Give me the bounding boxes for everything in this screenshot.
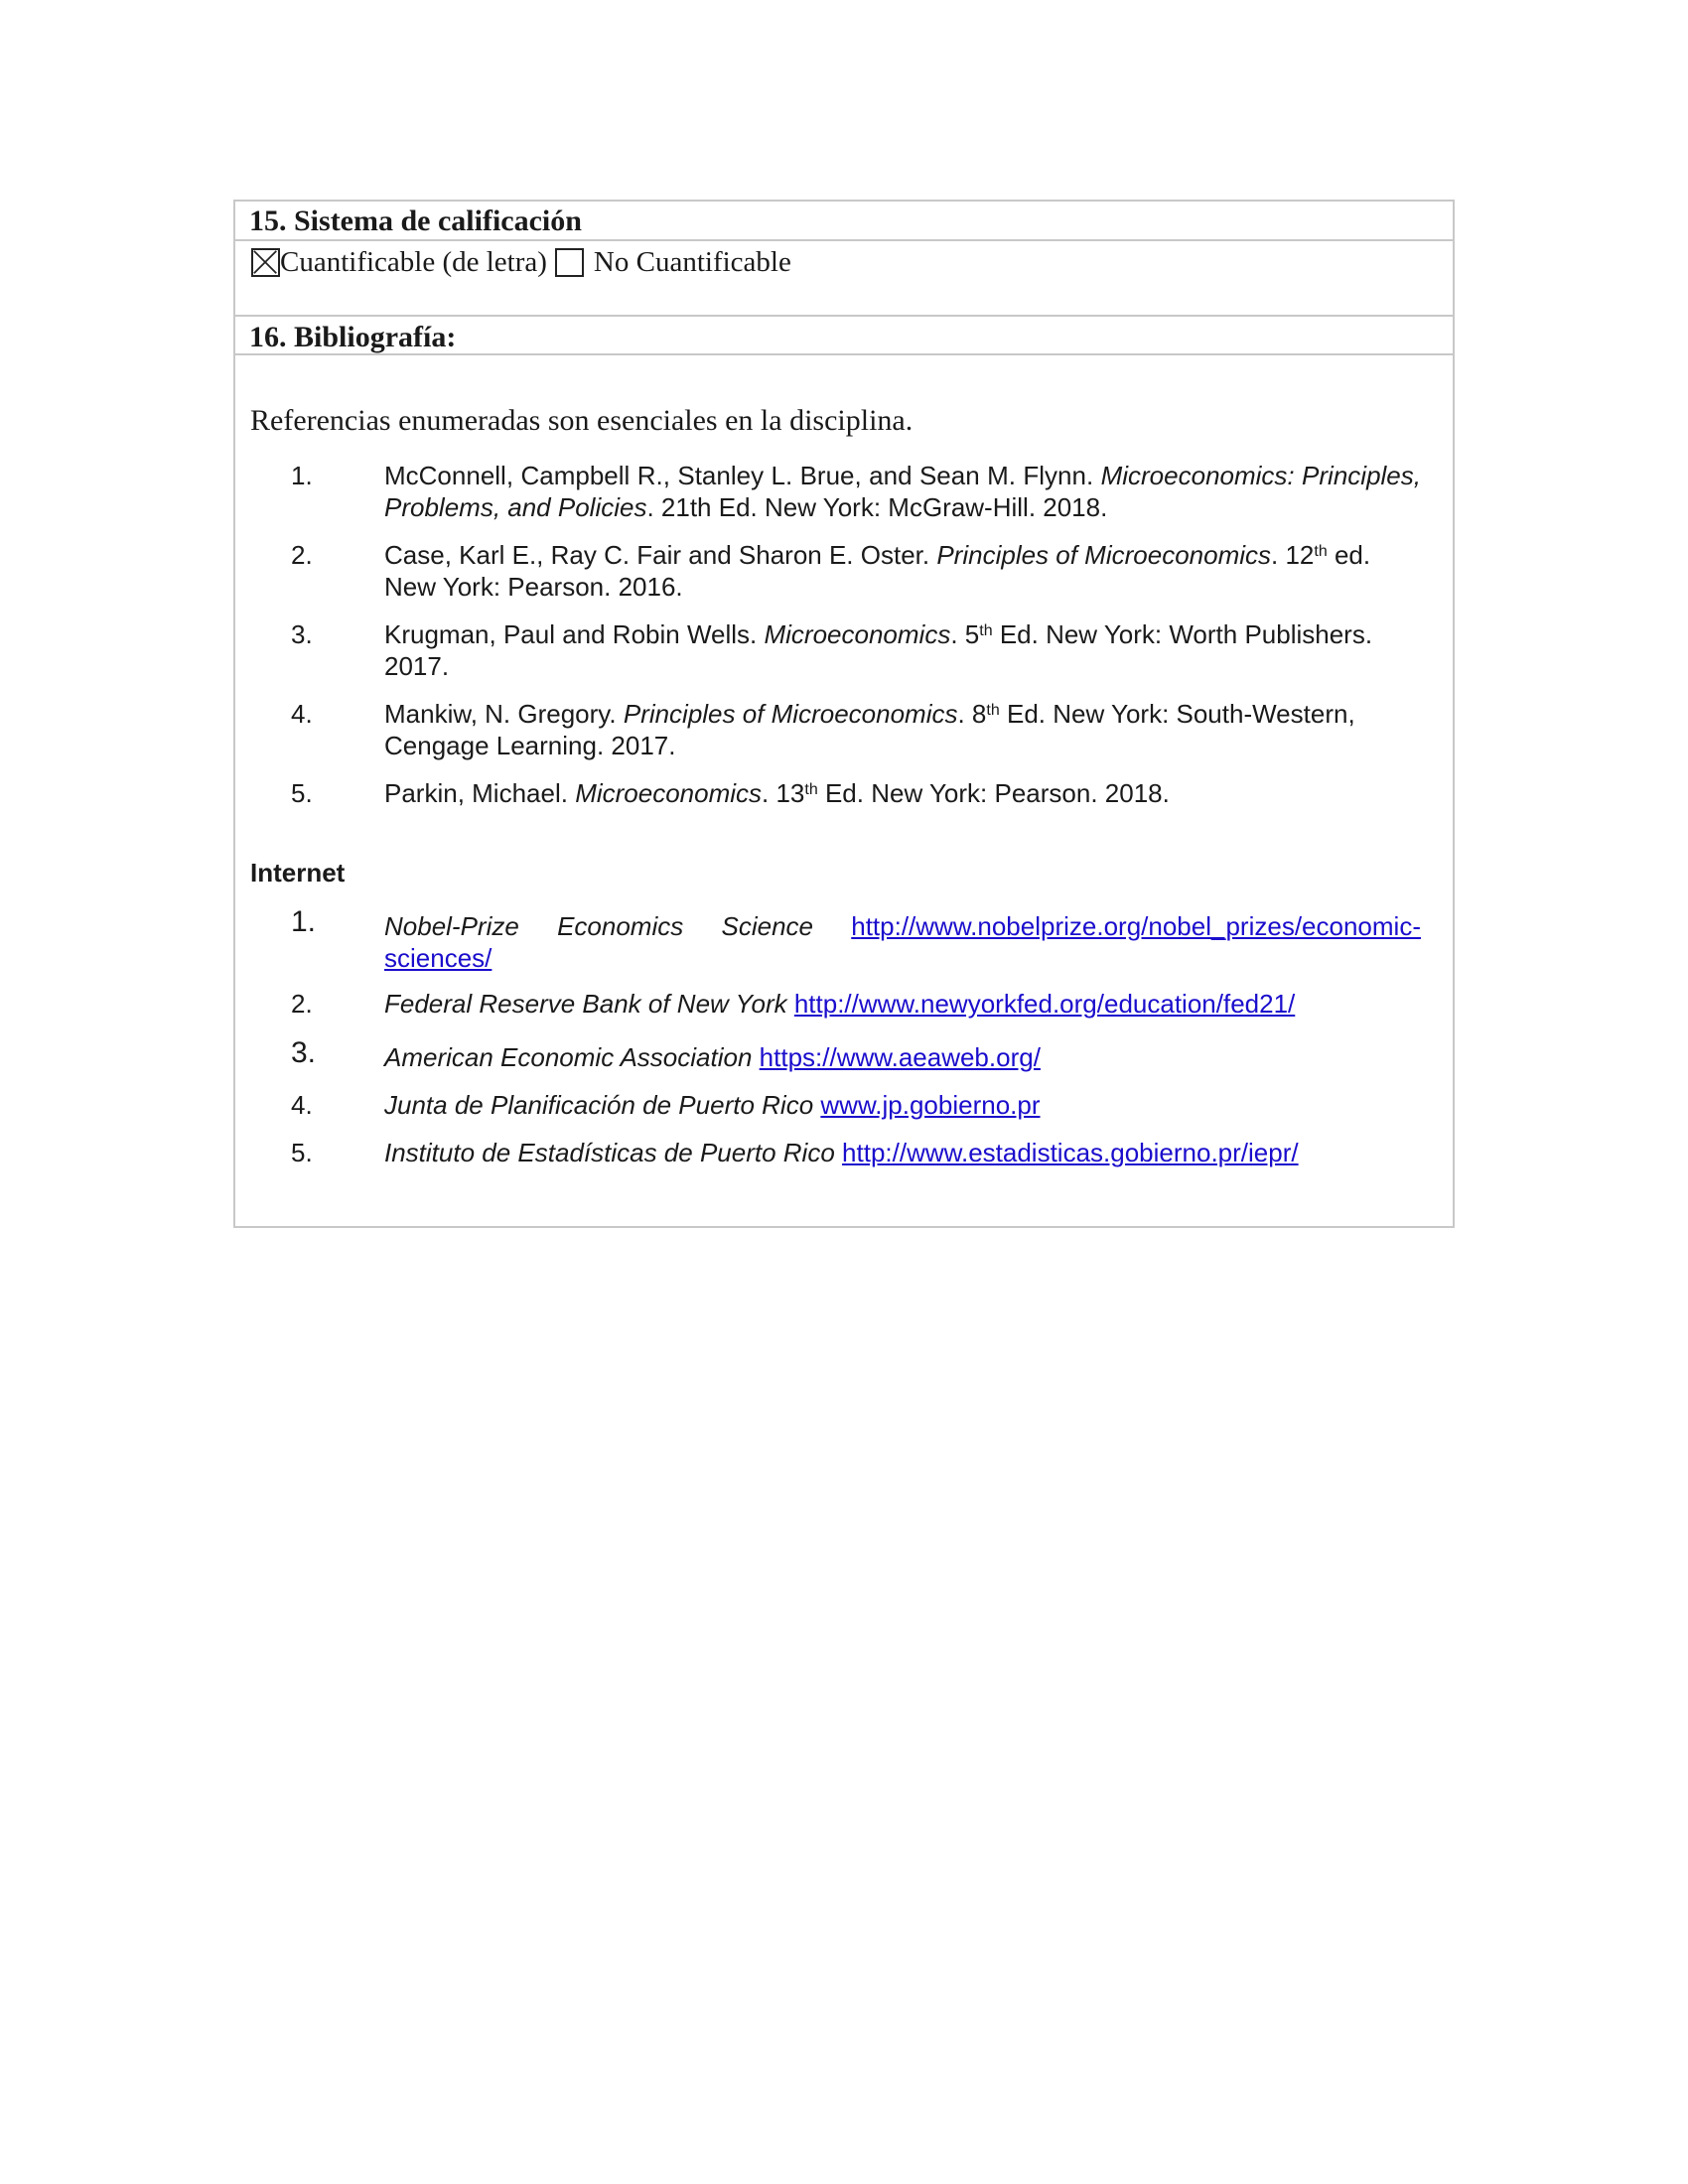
- site-name-word: Economics: [557, 911, 684, 941]
- site-link[interactable]: http://www.estadisticas.gobierno.pr/iepr/: [842, 1138, 1299, 1167]
- list-number: 2.: [291, 540, 313, 570]
- list-number: 3.: [291, 619, 313, 649]
- divider: [235, 353, 1453, 355]
- list-item: [291, 539, 1421, 603]
- reference-edition: . 12: [1271, 540, 1315, 570]
- reference-authors: Parkin, Michael.: [384, 778, 576, 808]
- section-15-title: 15. Sistema de calificación: [249, 205, 582, 237]
- ordinal-suffix: th: [804, 781, 818, 798]
- list-number: 2.: [291, 989, 313, 1019]
- list-item: [291, 988, 1421, 1020]
- site-name: Junta de Planificación de Puerto Rico: [384, 1090, 814, 1120]
- site-link[interactable]: http://www.nobelprize.org/nobel_prizes/economic-: [851, 911, 1421, 941]
- site-link[interactable]: www.jp.gobierno.pr: [820, 1090, 1041, 1120]
- reference-title: Microeconomics: Principles, Problems, and Policies: [384, 461, 1421, 522]
- site-name-word: Science: [721, 911, 813, 941]
- divider: [235, 315, 1453, 317]
- site-name: Federal Reserve Bank of New York: [384, 989, 787, 1019]
- ordinal-suffix: th: [1314, 543, 1328, 560]
- reference-edition: . 8: [957, 699, 987, 729]
- reference-details: Ed. New York: South-Western, Cengage Learning. 2017.: [384, 699, 1355, 760]
- internet-list: [291, 905, 1421, 1168]
- grading-options: [251, 244, 791, 280]
- reference-edition: . 5: [950, 619, 980, 649]
- reference-edition: . 13: [762, 778, 805, 808]
- list-item: [291, 777, 1421, 809]
- list-item: [291, 460, 1421, 523]
- reference-title: Principles of Microeconomics: [623, 699, 958, 729]
- list-item: [291, 1036, 1421, 1073]
- no-cuantificable-label: No Cuantificable: [593, 246, 791, 278]
- list-number: 1.: [291, 905, 317, 938]
- reference-details: . 21th Ed. New York: McGraw-Hill. 2018.: [646, 492, 1108, 522]
- divider: [235, 239, 1453, 241]
- list-item: [291, 698, 1421, 761]
- reference-authors: Krugman, Paul and Robin Wells.: [384, 619, 765, 649]
- ordinal-suffix: th: [986, 702, 1000, 719]
- list-number: 4.: [291, 1090, 313, 1120]
- list-item: [291, 1137, 1421, 1168]
- list-number: 4.: [291, 699, 313, 729]
- list-number: 5.: [291, 1138, 313, 1167]
- site-link[interactable]: https://www.aeaweb.org/: [759, 1042, 1041, 1072]
- list-item: [291, 618, 1421, 682]
- cuantificable-label: Cuantificable (de letra): [280, 246, 547, 278]
- site-link[interactable]: sciences/: [384, 943, 492, 973]
- ordinal-suffix: th: [979, 622, 993, 639]
- no-cuantificable-checkbox[interactable]: [555, 248, 584, 277]
- x-check-icon: [253, 250, 278, 275]
- reference-title: Microeconomics: [764, 619, 951, 649]
- reference-title: Principles of Microeconomics: [936, 540, 1272, 570]
- reference-details: Ed. New York: Worth Publishers. 2017.: [384, 619, 1373, 681]
- site-name-word: Nobel-Prize: [384, 911, 519, 941]
- list-number: 3.: [291, 1036, 317, 1069]
- reference-authors: Mankiw, N. Gregory.: [384, 699, 624, 729]
- list-number: 1.: [291, 461, 313, 490]
- reference-authors: McConnell, Campbell R., Stanley L. Brue, and Sean M. Flynn.: [384, 461, 1101, 490]
- section-16-title: 16. Bibliografía:: [249, 321, 457, 353]
- site-name: Instituto de Estadísticas de Puerto Rico: [384, 1138, 835, 1167]
- list-number: 5.: [291, 778, 313, 808]
- list-item: [291, 905, 1421, 974]
- cuantificable-checkbox[interactable]: [251, 248, 280, 277]
- reference-title: Microeconomics: [575, 778, 763, 808]
- bibliography-intro: Referencias enumeradas son esenciales en la disciplina.: [250, 404, 914, 437]
- reference-details: Ed. New York: Pearson. 2018.: [817, 778, 1170, 808]
- internet-heading: Internet: [250, 858, 346, 887]
- list-item: [291, 1089, 1421, 1121]
- site-link[interactable]: http://www.newyorkfed.org/education/fed21/: [793, 989, 1296, 1019]
- reference-list: [291, 460, 1421, 825]
- reference-authors: Case, Karl E., Ray C. Fair and Sharon E. Oster.: [384, 540, 937, 570]
- site-name: American Economic Association: [384, 1042, 753, 1072]
- reference-details: ed. New York: Pearson. 2016.: [384, 540, 1371, 602]
- syllabus-table: [233, 200, 1455, 1228]
